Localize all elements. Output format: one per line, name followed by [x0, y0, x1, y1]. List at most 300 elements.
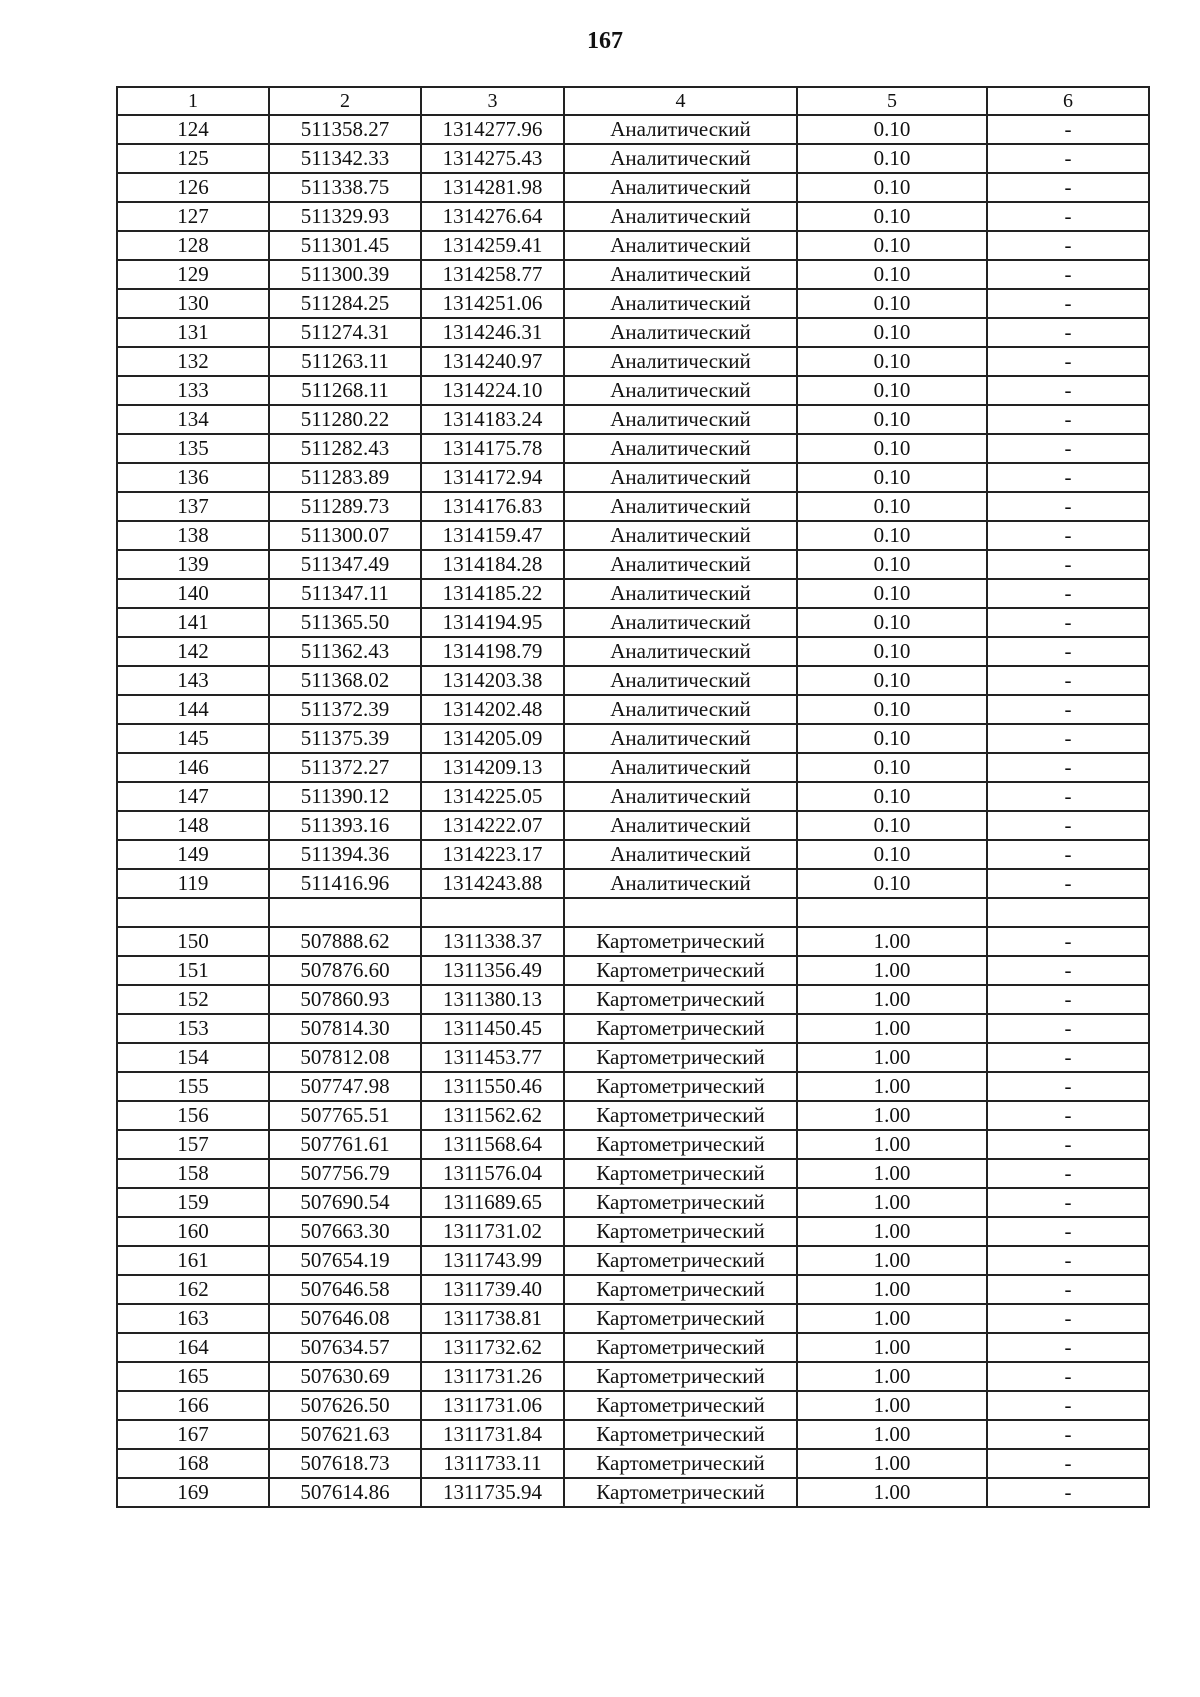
column-header: 2	[269, 87, 421, 115]
x-coordinate-cell: 507630.69	[269, 1362, 421, 1391]
accuracy-cell: 1.00	[797, 1101, 987, 1130]
description-cell: -	[987, 289, 1149, 318]
description-cell: -	[987, 840, 1149, 869]
x-coordinate-cell: 511347.11	[269, 579, 421, 608]
y-coordinate-cell: 1311568.64	[421, 1130, 564, 1159]
accuracy-cell: 1.00	[797, 1275, 987, 1304]
point-number-cell: 132	[117, 347, 269, 376]
description-cell: -	[987, 202, 1149, 231]
accuracy-cell: 0.10	[797, 405, 987, 434]
y-coordinate-cell: 1314209.13	[421, 753, 564, 782]
y-coordinate-cell: 1311731.02	[421, 1217, 564, 1246]
y-coordinate-cell: 1314258.77	[421, 260, 564, 289]
accuracy-cell: 0.10	[797, 289, 987, 318]
y-coordinate-cell: 1314246.31	[421, 318, 564, 347]
point-number-cell: 127	[117, 202, 269, 231]
description-cell: -	[987, 637, 1149, 666]
accuracy-cell	[797, 898, 987, 927]
y-coordinate-cell: 1314222.07	[421, 811, 564, 840]
description-cell: -	[987, 666, 1149, 695]
point-number-cell: 149	[117, 840, 269, 869]
table-row	[117, 869, 1149, 898]
y-coordinate-cell: 1311732.62	[421, 1333, 564, 1362]
x-coordinate-cell: 511365.50	[269, 608, 421, 637]
method-cell: Аналитический	[564, 695, 797, 724]
x-coordinate-cell: 511301.45	[269, 231, 421, 260]
description-cell: -	[987, 434, 1149, 463]
table-row	[117, 1188, 1149, 1217]
x-coordinate-cell: 511329.93	[269, 202, 421, 231]
x-coordinate-cell: 511393.16	[269, 811, 421, 840]
method-cell: Аналитический	[564, 724, 797, 753]
description-cell: -	[987, 782, 1149, 811]
x-coordinate-cell: 511416.96	[269, 869, 421, 898]
method-cell: Аналитический	[564, 608, 797, 637]
y-coordinate-cell: 1314281.98	[421, 173, 564, 202]
x-coordinate-cell: 507621.63	[269, 1420, 421, 1449]
point-number-cell	[117, 898, 269, 927]
point-number-cell: 154	[117, 1043, 269, 1072]
y-coordinate-cell: 1314185.22	[421, 579, 564, 608]
method-cell: Картометрический	[564, 1072, 797, 1101]
x-coordinate-cell: 511338.75	[269, 173, 421, 202]
method-cell: Аналитический	[564, 405, 797, 434]
y-coordinate-cell: 1311738.81	[421, 1304, 564, 1333]
point-number-cell: 160	[117, 1217, 269, 1246]
method-cell: Аналитический	[564, 463, 797, 492]
description-cell: -	[987, 1159, 1149, 1188]
point-number-cell: 157	[117, 1130, 269, 1159]
y-coordinate-cell: 1311739.40	[421, 1275, 564, 1304]
method-cell: Аналитический	[564, 782, 797, 811]
method-cell: Картометрический	[564, 1449, 797, 1478]
y-coordinate-cell: 1311731.06	[421, 1391, 564, 1420]
point-number-cell: 153	[117, 1014, 269, 1043]
description-cell: -	[987, 1333, 1149, 1362]
x-coordinate-cell: 507876.60	[269, 956, 421, 985]
point-number-cell: 151	[117, 956, 269, 985]
table-row	[117, 521, 1149, 550]
point-number-cell: 124	[117, 115, 269, 144]
method-cell: Аналитический	[564, 289, 797, 318]
description-cell: -	[987, 1304, 1149, 1333]
accuracy-cell: 0.10	[797, 260, 987, 289]
point-number-cell: 169	[117, 1478, 269, 1507]
table-row	[117, 1101, 1149, 1130]
y-coordinate-cell: 1314224.10	[421, 376, 564, 405]
description-cell: -	[987, 1101, 1149, 1130]
accuracy-cell: 0.10	[797, 695, 987, 724]
method-cell: Аналитический	[564, 550, 797, 579]
point-number-cell: 128	[117, 231, 269, 260]
accuracy-cell: 0.10	[797, 840, 987, 869]
method-cell: Картометрический	[564, 1333, 797, 1362]
description-cell: -	[987, 1275, 1149, 1304]
table-row	[117, 376, 1149, 405]
point-number-cell: 145	[117, 724, 269, 753]
point-number-cell: 161	[117, 1246, 269, 1275]
description-cell: -	[987, 956, 1149, 985]
method-cell: Картометрический	[564, 1217, 797, 1246]
accuracy-cell: 1.00	[797, 1130, 987, 1159]
accuracy-cell: 0.10	[797, 811, 987, 840]
accuracy-cell: 0.10	[797, 231, 987, 260]
point-number-cell: 138	[117, 521, 269, 550]
point-number-cell: 164	[117, 1333, 269, 1362]
y-coordinate-cell: 1314205.09	[421, 724, 564, 753]
point-number-cell: 146	[117, 753, 269, 782]
x-coordinate-cell: 511372.39	[269, 695, 421, 724]
point-number-cell: 130	[117, 289, 269, 318]
x-coordinate-cell: 507646.58	[269, 1275, 421, 1304]
method-cell: Аналитический	[564, 318, 797, 347]
x-coordinate-cell: 507860.93	[269, 985, 421, 1014]
x-coordinate-cell: 507634.57	[269, 1333, 421, 1362]
method-cell: Картометрический	[564, 1130, 797, 1159]
column-header: 6	[987, 87, 1149, 115]
point-number-cell: 144	[117, 695, 269, 724]
description-cell: -	[987, 318, 1149, 347]
table-row	[117, 1014, 1149, 1043]
table-row	[117, 434, 1149, 463]
table-row	[117, 289, 1149, 318]
table-row	[117, 840, 1149, 869]
point-number-cell: 119	[117, 869, 269, 898]
point-number-cell: 156	[117, 1101, 269, 1130]
x-coordinate-cell: 511372.27	[269, 753, 421, 782]
accuracy-cell: 0.10	[797, 202, 987, 231]
method-cell: Аналитический	[564, 492, 797, 521]
x-coordinate-cell: 507654.19	[269, 1246, 421, 1275]
table-row	[117, 579, 1149, 608]
method-cell	[564, 898, 797, 927]
x-coordinate-cell: 507618.73	[269, 1449, 421, 1478]
method-cell: Картометрический	[564, 1275, 797, 1304]
point-number-cell: 142	[117, 637, 269, 666]
method-cell: Аналитический	[564, 231, 797, 260]
x-coordinate-cell: 511300.07	[269, 521, 421, 550]
y-coordinate-cell: 1314225.05	[421, 782, 564, 811]
method-cell: Аналитический	[564, 260, 797, 289]
x-coordinate-cell: 507614.86	[269, 1478, 421, 1507]
y-coordinate-cell: 1314198.79	[421, 637, 564, 666]
description-cell: -	[987, 1072, 1149, 1101]
description-cell: -	[987, 695, 1149, 724]
point-number-cell: 147	[117, 782, 269, 811]
description-cell	[987, 898, 1149, 927]
point-number-cell: 125	[117, 144, 269, 173]
method-cell: Картометрический	[564, 1043, 797, 1072]
accuracy-cell: 0.10	[797, 144, 987, 173]
y-coordinate-cell: 1314184.28	[421, 550, 564, 579]
point-number-cell: 141	[117, 608, 269, 637]
description-cell: -	[987, 492, 1149, 521]
accuracy-cell: 1.00	[797, 1304, 987, 1333]
y-coordinate-cell: 1311450.45	[421, 1014, 564, 1043]
description-cell: -	[987, 115, 1149, 144]
description-cell: -	[987, 173, 1149, 202]
y-coordinate-cell: 1314240.97	[421, 347, 564, 376]
method-cell: Аналитический	[564, 115, 797, 144]
x-coordinate-cell: 507888.62	[269, 927, 421, 956]
y-coordinate-cell: 1311550.46	[421, 1072, 564, 1101]
accuracy-cell: 0.10	[797, 550, 987, 579]
accuracy-cell: 0.10	[797, 724, 987, 753]
method-cell: Картометрический	[564, 1478, 797, 1507]
description-cell: -	[987, 927, 1149, 956]
table-row	[117, 1304, 1149, 1333]
coordinates-table	[116, 86, 1150, 1508]
table-row	[117, 144, 1149, 173]
method-cell: Картометрический	[564, 1188, 797, 1217]
y-coordinate-cell: 1314259.41	[421, 231, 564, 260]
table-row	[117, 753, 1149, 782]
accuracy-cell: 0.10	[797, 318, 987, 347]
y-coordinate-cell: 1314277.96	[421, 115, 564, 144]
description-cell: -	[987, 144, 1149, 173]
y-coordinate-cell: 1311356.49	[421, 956, 564, 985]
table-row	[117, 463, 1149, 492]
table-row	[117, 608, 1149, 637]
description-cell: -	[987, 231, 1149, 260]
accuracy-cell: 0.10	[797, 608, 987, 637]
table-row	[117, 115, 1149, 144]
point-number-cell: 135	[117, 434, 269, 463]
y-coordinate-cell: 1314159.47	[421, 521, 564, 550]
accuracy-cell: 1.00	[797, 1420, 987, 1449]
point-number-cell: 134	[117, 405, 269, 434]
accuracy-cell: 0.10	[797, 347, 987, 376]
table-row	[117, 1072, 1149, 1101]
table-row	[117, 1391, 1149, 1420]
point-number-cell: 155	[117, 1072, 269, 1101]
point-number-cell: 143	[117, 666, 269, 695]
description-cell: -	[987, 1043, 1149, 1072]
accuracy-cell: 1.00	[797, 956, 987, 985]
method-cell: Аналитический	[564, 202, 797, 231]
method-cell: Картометрический	[564, 1014, 797, 1043]
x-coordinate-cell: 511282.43	[269, 434, 421, 463]
method-cell: Картометрический	[564, 1420, 797, 1449]
accuracy-cell: 1.00	[797, 1159, 987, 1188]
accuracy-cell: 1.00	[797, 1391, 987, 1420]
table-row	[117, 550, 1149, 579]
accuracy-cell: 1.00	[797, 1246, 987, 1275]
y-coordinate-cell: 1311689.65	[421, 1188, 564, 1217]
x-coordinate-cell: 511362.43	[269, 637, 421, 666]
table-row	[117, 1362, 1149, 1391]
accuracy-cell: 0.10	[797, 463, 987, 492]
accuracy-cell: 0.10	[797, 869, 987, 898]
table-row	[117, 173, 1149, 202]
table-row	[117, 1043, 1149, 1072]
point-number-cell: 148	[117, 811, 269, 840]
accuracy-cell: 1.00	[797, 1362, 987, 1391]
x-coordinate-cell: 511284.25	[269, 289, 421, 318]
method-cell: Картометрический	[564, 927, 797, 956]
x-coordinate-cell: 507663.30	[269, 1217, 421, 1246]
y-coordinate-cell: 1314202.48	[421, 695, 564, 724]
description-cell: -	[987, 1420, 1149, 1449]
table-row	[117, 637, 1149, 666]
table-row	[117, 782, 1149, 811]
method-cell: Аналитический	[564, 579, 797, 608]
x-coordinate-cell: 507812.08	[269, 1043, 421, 1072]
method-cell: Картометрический	[564, 1391, 797, 1420]
method-cell: Аналитический	[564, 637, 797, 666]
y-coordinate-cell: 1314275.43	[421, 144, 564, 173]
point-number-cell: 137	[117, 492, 269, 521]
method-cell: Картометрический	[564, 1362, 797, 1391]
accuracy-cell: 0.10	[797, 492, 987, 521]
table-row	[117, 405, 1149, 434]
column-header: 3	[421, 87, 564, 115]
method-cell: Картометрический	[564, 956, 797, 985]
x-coordinate-cell: 507756.79	[269, 1159, 421, 1188]
x-coordinate-cell: 507690.54	[269, 1188, 421, 1217]
point-number-cell: 165	[117, 1362, 269, 1391]
y-coordinate-cell: 1314176.83	[421, 492, 564, 521]
method-cell: Аналитический	[564, 753, 797, 782]
x-coordinate-cell: 511274.31	[269, 318, 421, 347]
point-number-cell: 140	[117, 579, 269, 608]
x-coordinate-cell: 511394.36	[269, 840, 421, 869]
description-cell: -	[987, 579, 1149, 608]
method-cell: Аналитический	[564, 347, 797, 376]
table-row	[117, 1159, 1149, 1188]
description-cell: -	[987, 1014, 1149, 1043]
y-coordinate-cell: 1314183.24	[421, 405, 564, 434]
method-cell: Аналитический	[564, 521, 797, 550]
description-cell: -	[987, 1478, 1149, 1507]
method-cell: Аналитический	[564, 144, 797, 173]
description-cell: -	[987, 985, 1149, 1014]
description-cell: -	[987, 1391, 1149, 1420]
point-number-cell: 158	[117, 1159, 269, 1188]
y-coordinate-cell: 1314276.64	[421, 202, 564, 231]
point-number-cell: 150	[117, 927, 269, 956]
description-cell: -	[987, 521, 1149, 550]
x-coordinate-cell: 511342.33	[269, 144, 421, 173]
table-row	[117, 347, 1149, 376]
accuracy-cell: 1.00	[797, 1217, 987, 1246]
description-cell: -	[987, 811, 1149, 840]
accuracy-cell: 0.10	[797, 753, 987, 782]
description-cell: -	[987, 260, 1149, 289]
method-cell: Аналитический	[564, 434, 797, 463]
point-number-cell: 166	[117, 1391, 269, 1420]
y-coordinate-cell: 1314223.17	[421, 840, 564, 869]
description-cell: -	[987, 753, 1149, 782]
x-coordinate-cell: 511390.12	[269, 782, 421, 811]
accuracy-cell: 0.10	[797, 782, 987, 811]
table-row	[117, 1333, 1149, 1362]
description-cell: -	[987, 869, 1149, 898]
point-number-cell: 129	[117, 260, 269, 289]
accuracy-cell: 0.10	[797, 376, 987, 405]
x-coordinate-cell: 511347.49	[269, 550, 421, 579]
method-cell: Аналитический	[564, 666, 797, 695]
accuracy-cell: 0.10	[797, 115, 987, 144]
description-cell: -	[987, 347, 1149, 376]
table-row	[117, 985, 1149, 1014]
y-coordinate-cell: 1314172.94	[421, 463, 564, 492]
accuracy-cell: 1.00	[797, 1449, 987, 1478]
table-row	[117, 318, 1149, 347]
y-coordinate-cell: 1314251.06	[421, 289, 564, 318]
y-coordinate-cell: 1314194.95	[421, 608, 564, 637]
column-header: 5	[797, 87, 987, 115]
method-cell: Аналитический	[564, 173, 797, 202]
x-coordinate-cell: 511263.11	[269, 347, 421, 376]
accuracy-cell: 1.00	[797, 1333, 987, 1362]
table-row	[117, 1420, 1149, 1449]
y-coordinate-cell: 1311731.26	[421, 1362, 564, 1391]
x-coordinate-cell: 511283.89	[269, 463, 421, 492]
y-coordinate-cell: 1314243.88	[421, 869, 564, 898]
table-row	[117, 898, 1149, 927]
accuracy-cell: 1.00	[797, 1043, 987, 1072]
table-row	[117, 1449, 1149, 1478]
table-body	[117, 87, 1149, 1507]
page-number: 167	[587, 28, 623, 54]
x-coordinate-cell: 511300.39	[269, 260, 421, 289]
description-cell: -	[987, 1130, 1149, 1159]
y-coordinate-cell: 1311562.62	[421, 1101, 564, 1130]
y-coordinate-cell	[421, 898, 564, 927]
description-cell: -	[987, 1246, 1149, 1275]
table-row	[117, 695, 1149, 724]
description-cell: -	[987, 550, 1149, 579]
table-row	[117, 260, 1149, 289]
y-coordinate-cell: 1314175.78	[421, 434, 564, 463]
accuracy-cell: 1.00	[797, 1014, 987, 1043]
column-header: 1	[117, 87, 269, 115]
x-coordinate-cell: 511289.73	[269, 492, 421, 521]
table-row	[117, 1130, 1149, 1159]
table-row	[117, 231, 1149, 260]
y-coordinate-cell: 1314203.38	[421, 666, 564, 695]
accuracy-cell: 1.00	[797, 1072, 987, 1101]
accuracy-cell: 0.10	[797, 579, 987, 608]
accuracy-cell: 0.10	[797, 521, 987, 550]
x-coordinate-cell: 507761.61	[269, 1130, 421, 1159]
point-number-cell: 126	[117, 173, 269, 202]
description-cell: -	[987, 608, 1149, 637]
method-cell: Аналитический	[564, 869, 797, 898]
point-number-cell: 152	[117, 985, 269, 1014]
table-row	[117, 1478, 1149, 1507]
table-row	[117, 1217, 1149, 1246]
x-coordinate-cell: 511268.11	[269, 376, 421, 405]
method-cell: Картометрический	[564, 985, 797, 1014]
x-coordinate-cell: 511375.39	[269, 724, 421, 753]
x-coordinate-cell: 507814.30	[269, 1014, 421, 1043]
column-header: 4	[564, 87, 797, 115]
table-row	[117, 724, 1149, 753]
table-row	[117, 927, 1149, 956]
x-coordinate-cell: 511358.27	[269, 115, 421, 144]
description-cell: -	[987, 1449, 1149, 1478]
method-cell: Аналитический	[564, 376, 797, 405]
method-cell: Аналитический	[564, 840, 797, 869]
table-row	[117, 666, 1149, 695]
point-number-cell: 163	[117, 1304, 269, 1333]
point-number-cell: 162	[117, 1275, 269, 1304]
y-coordinate-cell: 1311380.13	[421, 985, 564, 1014]
y-coordinate-cell: 1311743.99	[421, 1246, 564, 1275]
method-cell: Аналитический	[564, 811, 797, 840]
